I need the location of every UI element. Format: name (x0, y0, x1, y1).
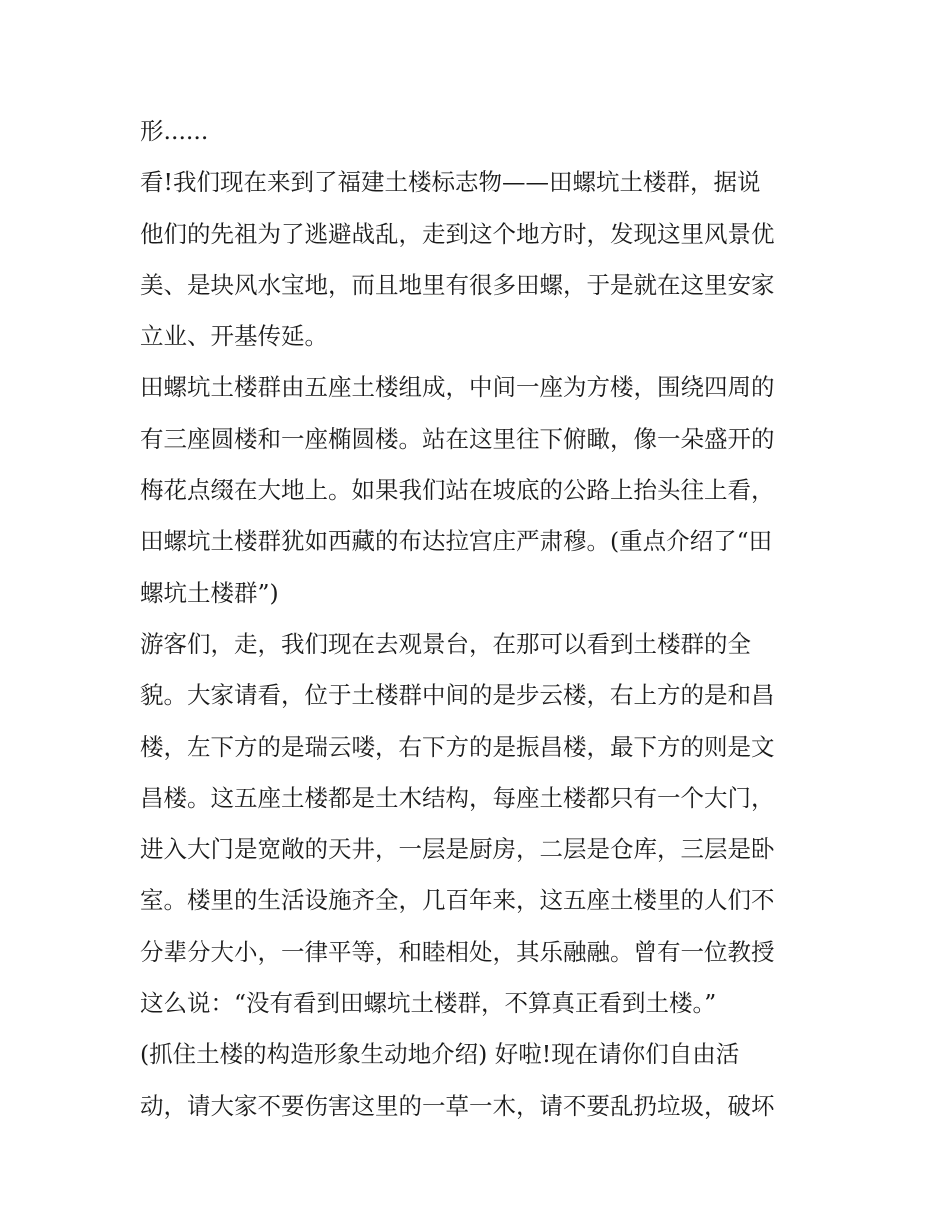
text-line: 形...... (140, 117, 209, 145)
text-line: 这么说：“没有看到田螺坑土楼群，不算真正看到土楼。” (140, 989, 717, 1018)
text-line: 游客们，走，我们现在去观景台，在那可以看到土楼群的全 (140, 629, 751, 658)
text-line: 貌。大家请看，位于土楼群中间的是步云楼，右上方的是和昌 (140, 681, 775, 710)
text-line: 楼，左下方的是瑞云喽，右下方的是振昌楼，最下方的则是文 (140, 732, 775, 761)
text-line: 分辈分大小，一律平等，和睦相处，其乐融融。曾有一位教授 (140, 937, 775, 966)
text-line: 立业、开基传延。 (140, 322, 328, 351)
text-line: 有三座圆楼和一座椭圆楼。站在这里往下俯瞰，像一朵盛开的 (140, 424, 775, 453)
text-line: 看!我们现在来到了福建土楼标志物——田螺坑土楼群，据说 (140, 168, 761, 197)
text-line: 美、是块风水宝地，而且地里有很多田螺，于是就在这里安家 (140, 270, 775, 299)
text-line: 室。楼里的生活设施齐全，几百年来，这五座土楼里的人们不 (140, 886, 775, 915)
text-line: 他们的先祖为了逃避战乱，走到这个地方时，发现这里风景优 (140, 219, 775, 248)
text-line: 螺坑土楼群”) (140, 578, 279, 607)
text-line: 进入大门是宽敞的天井，一层是厨房，二层是仓库，三层是卧 (140, 835, 775, 864)
text-line: 田螺坑土楼群由五座土楼组成，中间一座为方楼，围绕四周的 (140, 373, 775, 402)
body-text (140, 106, 820, 1132)
text-line: 田螺坑土楼群犹如西藏的布达拉宫庄严肃穆。(重点介绍了“田 (140, 527, 773, 556)
text-line: (抓住土楼的构造形象生动地介绍) 好啦!现在请你们自由活 (140, 1040, 740, 1069)
text-line: 昌楼。这五座土楼都是土木结构，每座土楼都只有一个大门， (140, 783, 775, 812)
text-line: 梅花点缀在大地上。如果我们站在坡底的公路上抬头往上看， (140, 476, 775, 505)
text-line: 动，请大家不要伤害这里的一草一木，请不要乱扔垃圾，破坏 (140, 1091, 775, 1120)
